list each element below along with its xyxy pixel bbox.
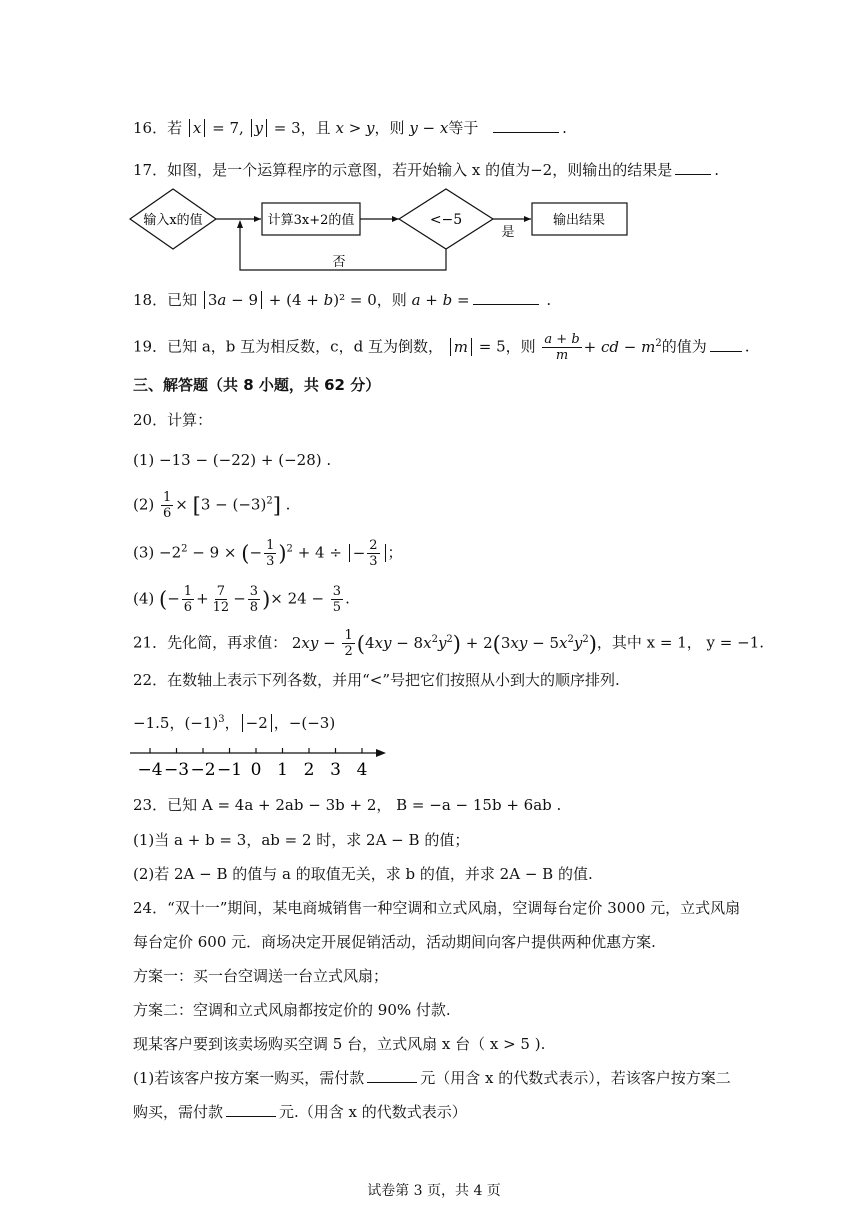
q23-part-2: (2)若 2A − B 的值与 a 的取值无关，求 b 的值，并求 2A − B 的值. [133, 865, 593, 883]
tick-label: −1 [216, 760, 243, 780]
q22-numbers: −1.5，$(-1)^3$， −2 ，−(−3) [133, 714, 336, 732]
q20-part-3: $(3) -2^2 - 9$ × (− $\frac{1}{3}$ )$^2$ + 4 ÷ − $\frac{2}{3}$ ； [133, 538, 403, 569]
tick-label: 3 [330, 760, 341, 780]
q16-label: 16．若 [133, 119, 183, 137]
q19-abs-m: m [450, 338, 472, 356]
question-16: 16．若 x = 7, y = 3，且 x > y，则 y − x等于 . [133, 119, 567, 137]
q24-part-1-cont: 购买，需付款 元.（用含 x 的代数式表示） [133, 1103, 467, 1121]
tick-label: 1 [277, 760, 288, 780]
plan-one: 方案一：买一台空调送一台立式风扇； [133, 967, 389, 985]
q16-expr: y − x [409, 119, 449, 137]
answer-blank[interactable] [367, 1068, 417, 1083]
question-23: 23．已知 A = 4a + 2ab − 3b + 2， B = −a − 15b + 6ab . [133, 796, 562, 814]
flow-condition [399, 189, 493, 249]
flowchart [125, 186, 635, 276]
q16-cond: x > y [335, 119, 375, 137]
q20-part-2: (2) $\frac{1}{6}$ × $[3 - (-3)^2]$ . [133, 490, 291, 521]
q24-part-1: (1)若该客户按方案一购买，需付款 元（用含 x 的代数式表示），若该客户按方案二 [133, 1069, 731, 1087]
section-heading: 三、解答题（共 8 小题，共 62 分） [133, 376, 381, 394]
question-22: 22．在数轴上表示下列各数，并用“<”号把它们按照从小到大的顺序排列. [133, 671, 620, 689]
q21-formula: 2xy − $\frac{1}{2}$ $(4xy - 8x^2y^2) + 2(3xy - 5x^2y^2)$ [291, 628, 597, 659]
flow-no-label: 否 [332, 255, 346, 270]
question-24-line-5: 现某客户要到该卖场购买空调 5 台，立式风扇 x 台（ x > 5 ). [133, 1035, 546, 1053]
arrow-icon [376, 749, 386, 757]
question-18: 18．已知 3a − 9 + (4 + b)² = 0，则 a + b = . [133, 291, 552, 309]
flow-compute [262, 203, 360, 235]
q19-formula: $\frac{a + b}{m}$ + cd − $m^2$ [544, 332, 662, 363]
tick-label: 4 [356, 760, 368, 780]
answer-blank[interactable] [473, 290, 539, 305]
answer-blank[interactable] [493, 118, 559, 133]
svg-text:<−5: <−5 [429, 212, 463, 228]
question-24-line-1: 24．“双十一”期间，某电商城销售一种空调和立式风扇，空调每台定价 3000 元，立式风扇 [133, 899, 741, 917]
svg-text:输出结果: 输出结果 [552, 213, 606, 228]
q20-part-4: (4) (− $\frac{1}{6}$ + $\frac{7}{12}$ − $\frac{3}{8}$ )× 24 − $\frac{3}{5}$ . [133, 584, 350, 615]
question-21: 21．先化简，再求值： 2xy − $\frac{1}{2}$ $(4xy - 8x^2y^2) + 2(3xy - 5x^2y^2)$，其中 x = 1， y = −1. [133, 628, 765, 659]
flow-output [532, 203, 627, 235]
flow-input [130, 189, 216, 249]
page-footer: 试卷第 3 页，共 4 页 [367, 1183, 501, 1199]
q23-part-1: (1)当 a + b = 3，ab = 2 时，求 2A − B 的值； [133, 831, 470, 849]
question-17: 17．如图，是一个运算程序的示意图，若开始输入 x 的值为−2，则输出的结果是 . [133, 161, 719, 179]
q18-formula: 3a − 9 + (4 + b)² = 0 [202, 291, 377, 309]
q20-part-1: (1) −13 − (−22) + (−28) . [133, 451, 332, 469]
tick-label: −2 [190, 760, 216, 780]
svg-text:输入x的值: 输入x的值 [143, 213, 203, 228]
tick-label: 0 [250, 760, 262, 780]
flow-yes-label: 是 [501, 225, 515, 240]
tick-label: −4 [137, 760, 163, 780]
number-line [126, 742, 396, 782]
answer-blank[interactable] [710, 337, 742, 352]
answer-blank[interactable] [675, 160, 711, 175]
question-24-line-2: 每台定价 600 元．商场决定开展促销活动，活动期间向客户提供两种优惠方案. [133, 933, 656, 951]
tick-label: −3 [163, 760, 190, 780]
tick-label: 2 [303, 760, 315, 780]
plan-two: 方案二：空调和立式风扇都按定价的 90% 付款. [133, 1001, 451, 1019]
question-19: 19．已知 a，b 互为相反数，c，d 互为倒数， m = 5，则 $\frac{a + b}{m}$ + cd − $m^2$的值为 . [133, 332, 750, 363]
svg-text:计算3x+2的值: 计算3x+2的值 [267, 213, 355, 228]
question-20: 20．计算： [133, 411, 213, 429]
q16-formula: x = 7, y = 3 [187, 119, 301, 137]
answer-blank[interactable] [226, 1102, 276, 1117]
